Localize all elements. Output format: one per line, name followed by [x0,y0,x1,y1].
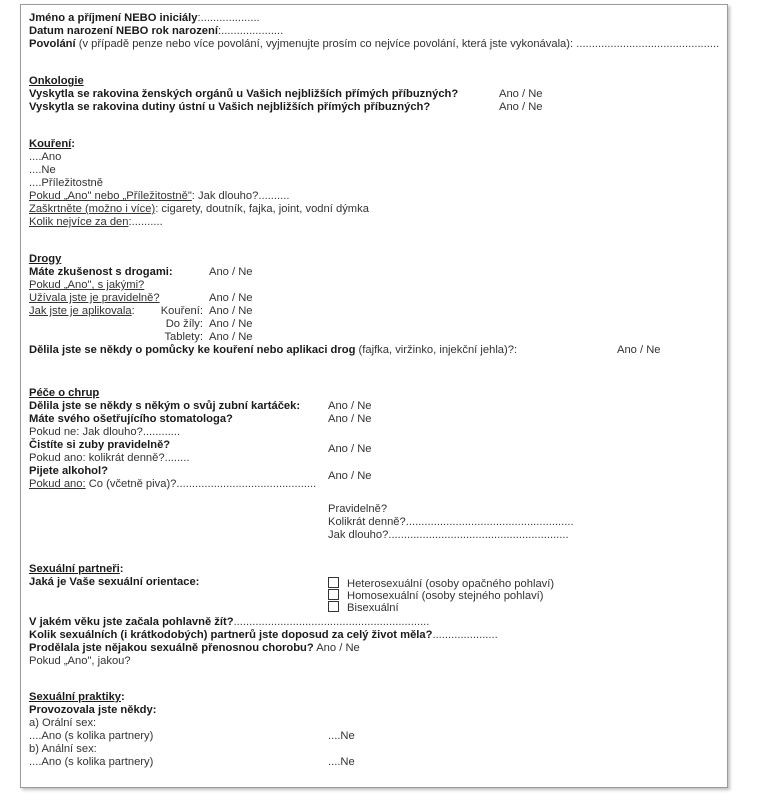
practices-anal-yes[interactable]: ....Ano (s kolika partnery) [29,756,154,768]
partners-count-q: Kolik sexuálních (i krátkodobých) partnerů jste doposud za celý život měla?..................... [29,629,498,641]
questionnaire-page [20,4,728,788]
partners-std-q: Prodělala jste nějakou sexuálně přenosnou chorobu? Ano / Ne [29,642,360,654]
oncology-heading: Onkologie [29,75,84,87]
dob-line [29,25,283,37]
practices-anal-no[interactable]: ....Ne [328,756,355,768]
dental-alcohol-q: Pijete alkohol? [29,465,108,477]
bi-checkbox[interactable] [328,601,339,612]
practices-oral-yes[interactable]: ....Ano (s kolika partnery) [29,730,154,742]
partners-orientation-q: Jaká je Vaše sexuální orientace: [29,576,200,588]
partners-age-field[interactable]: ............................................................... [233,616,430,628]
name-field[interactable]: :................... [197,12,260,24]
dental-brush-q: Čistíte si zuby pravidelně? [29,439,171,451]
oncology-q1: Vyskytla se rakovina ženských orgánů u Vašich nejbližších přímých příbuzných? [29,88,459,100]
orientation-homo-option[interactable]: Homosexuální (osoby stejného pohlaví) [328,589,544,602]
drugs-experience-answer[interactable]: Ano / Ne [209,266,253,278]
dental-alcohol-followup[interactable]: Pokud ano: Co (včetně piva)?............................................. [29,478,317,490]
practices-anal: b) Anální sex: [29,743,97,755]
name-label: Jméno a příjmení NEBO iniciály [29,12,198,24]
dental-regularly[interactable]: Pravidelně? [328,503,388,515]
practices-intro: Provozovala jste někdy: [29,704,157,716]
drugs-smoke-label: Kouření: [160,305,203,317]
homo-checkbox[interactable] [328,589,339,600]
occupation-label: Povolání [29,38,76,50]
drugs-which[interactable]: Pokud „Ano", s jakými? [29,279,145,291]
hetero-checkbox[interactable] [328,577,339,588]
dob-label: Datum narození NEBO rok narození [29,25,218,37]
smoking-heading: Kouření: [29,138,75,150]
oncology-q2-answer[interactable]: Ano / Ne [499,101,543,113]
dental-toothbrush-answer[interactable]: Ano / Ne [328,400,372,412]
drugs-vein-answer[interactable]: Ano / Ne [209,318,253,330]
dental-brush-answer[interactable]: Ano / Ne [328,443,372,455]
dental-toothbrush-q: Dělila jste se někdy s někým o svůj zubní kartáček: [29,400,301,412]
oncology-q1-answer[interactable]: Ano / Ne [499,88,543,100]
dental-how-long[interactable]: Jak dlouho?.......................................................... [328,529,569,541]
dental-times-per-day[interactable]: Kolikrát denně?...................................................... [328,516,574,528]
dental-dentist-followup[interactable]: Pokud ne: Jak dlouho?............ [29,426,181,438]
partners-std-answer[interactable]: Ano / Ne [313,642,360,654]
partners-heading: Sexuální partneři: [29,563,124,575]
dental-heading: Péče o chrup [29,387,100,399]
partners-age-q: V jakém věku jste začala pohlavně žít?............................................................... [29,616,430,628]
dental-alcohol-answer[interactable]: Ano / Ne [328,470,372,482]
orientation-bi-option[interactable]: Bisexuální [328,601,399,614]
name-line [29,12,260,24]
occupation-line [29,38,719,50]
drugs-share-answer[interactable]: Ano / Ne [617,344,661,356]
drugs-heading: Drogy [29,253,62,265]
drugs-pills-answer[interactable]: Ano / Ne [209,331,253,343]
smoking-how-long[interactable]: Pokud „Ano" nebo „Příležitostně": Jak dlouho?.......... [29,190,290,202]
practices-oral: a) Orální sex: [29,717,97,729]
partners-std-followup[interactable]: Pokud „Ano", jakou? [29,655,131,667]
drugs-share-q: Dělila jste se někdy o pomůcky ke kouření nebo aplikaci drog (fajfka, viržinko, injekční jehla)?: [29,344,518,356]
drugs-vein-label: Do žíly: [165,318,203,330]
dob-field[interactable]: :.................... [217,25,284,37]
drugs-method-q: Jak jste je aplikovala: [29,305,135,317]
smoking-opt-occasional[interactable]: ....Příležitostně [29,177,103,189]
practices-oral-no[interactable]: ....Ne [328,730,355,742]
dental-dentist-q: Máte svého ošetřujícího stomatologa? [29,413,233,425]
drugs-regular-q: Užívala jste je pravidelně? [29,292,160,304]
smoking-opt-yes[interactable]: ....Ano [29,151,62,163]
orientation-hetero-option[interactable]: Heterosexuální (osoby opačného pohlaví) [328,577,554,590]
drugs-regular-answer[interactable]: Ano / Ne [209,292,253,304]
drugs-pills-label: Tablety: [164,331,203,343]
practices-heading: Sexuální praktiky: [29,691,125,703]
drugs-experience-q: Máte zkušenost s drogami: [29,266,173,278]
occupation-note[interactable]: (v případě penze nebo více povolání, vyjmenujte prosím co nejvíce povolání, která jste vykonávala): .............................................. [78,38,720,50]
partners-count-field[interactable]: ..................... [432,629,498,641]
oncology-q2: Vyskytla se rakovina dutiny ústní u Vašich nejbližších přímých příbuzných? [29,101,431,113]
drugs-smoke-answer[interactable]: Ano / Ne [209,305,253,317]
dental-brush-followup[interactable]: Pokud ano: kolikrát denně?........ [29,452,190,464]
dental-dentist-answer[interactable]: Ano / Ne [328,413,372,425]
smoking-check-types[interactable]: Zaškrtněte (možno i více): cigarety, doutník, fajka, joint, vodní dýmka [29,203,369,215]
smoking-per-day[interactable]: Kolik nejvíce za den:.......... [29,216,163,228]
smoking-opt-no[interactable]: ....Ne [29,164,56,176]
